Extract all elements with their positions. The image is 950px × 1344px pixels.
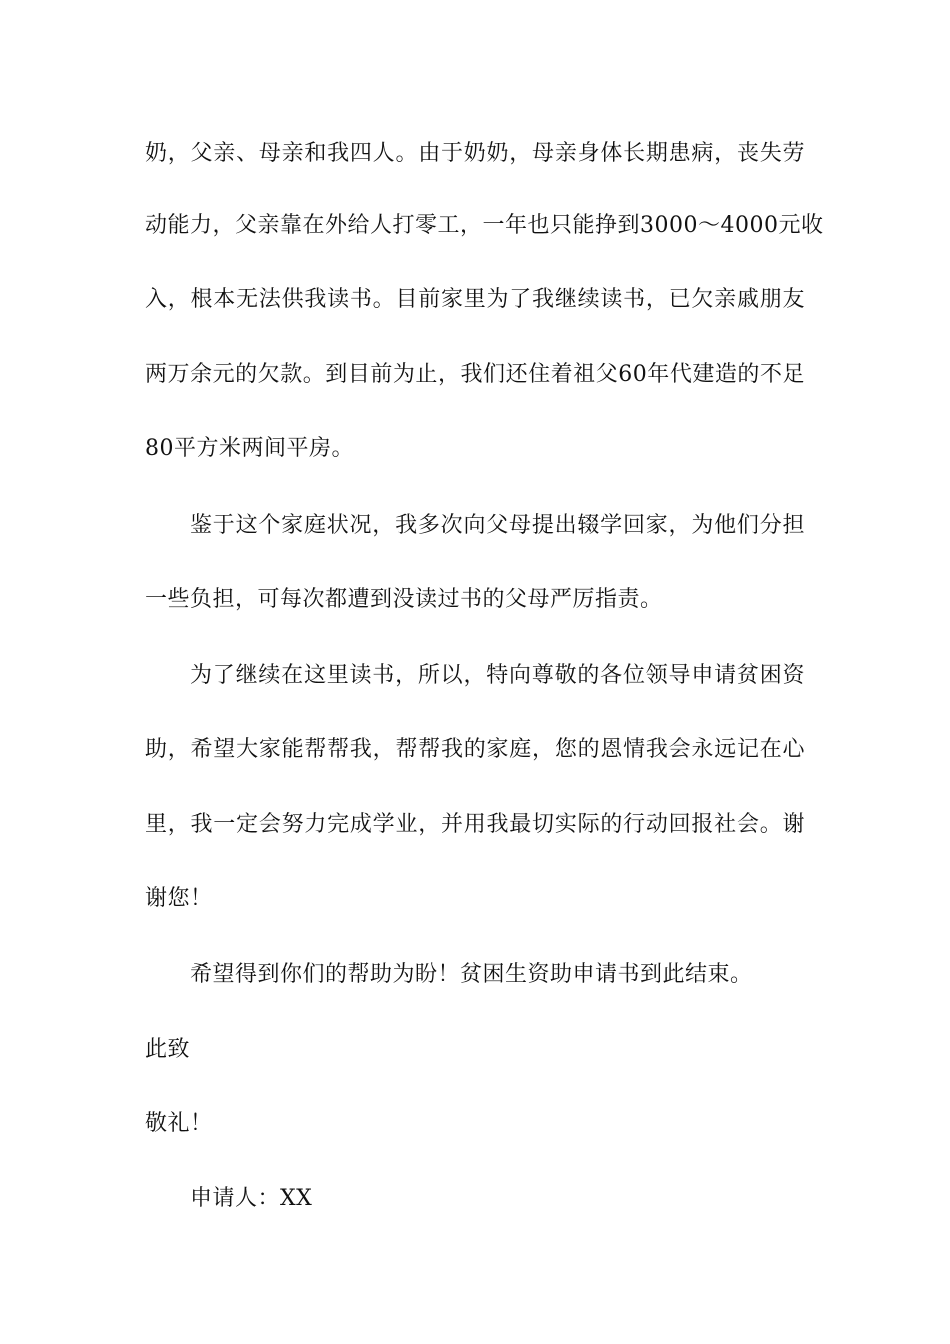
paragraph-3-line-2: 助，希望大家能帮帮我，帮帮我的家庭，您的恩情我会永远记在心 bbox=[145, 737, 805, 762]
paragraph-2-line-2: 一些负担，可每次都遭到没读过书的父母严厉指责。 bbox=[145, 587, 663, 612]
paragraph-3-line-4: 谢您！ bbox=[145, 886, 213, 911]
closing-salutation: 此致 bbox=[145, 1037, 191, 1062]
applicant-signature: 申请人：XX bbox=[190, 1186, 313, 1211]
paragraph-3-line-3: 里，我一定会努力完成学业，并用我最切实际的行动回报社会。谢 bbox=[145, 812, 805, 837]
paragraph-3-line-1: 为了继续在这里读书，所以，特向尊敬的各位领导申请贫困资 bbox=[190, 663, 805, 688]
paragraph-1-line-3: 入，根本无法供我读书。目前家里为了我继续读书，已欠亲戚朋友 bbox=[145, 287, 805, 312]
paragraph-1-line-2: 动能力，父亲靠在外给人打零工，一年也只能挣到3000～4000元收 bbox=[145, 213, 824, 238]
paragraph-1-line-1: 奶，父亲、母亲和我四人。由于奶奶，母亲身体长期患病，丧失劳 bbox=[145, 141, 805, 166]
paragraph-4-line-1: 希望得到你们的帮助为盼！贫困生资助申请书到此结束。 bbox=[190, 962, 753, 987]
closing-regards: 敬礼！ bbox=[145, 1111, 213, 1136]
paragraph-1-line-4: 两万余元的欠款。到目前为止，我们还住着祖父60年代建造的不足 bbox=[145, 362, 805, 387]
paragraph-2-line-1: 鉴于这个家庭状况，我多次向父母提出辍学回家，为他们分担 bbox=[190, 513, 805, 538]
paragraph-1-line-5: 80平方米两间平房。 bbox=[145, 436, 354, 461]
